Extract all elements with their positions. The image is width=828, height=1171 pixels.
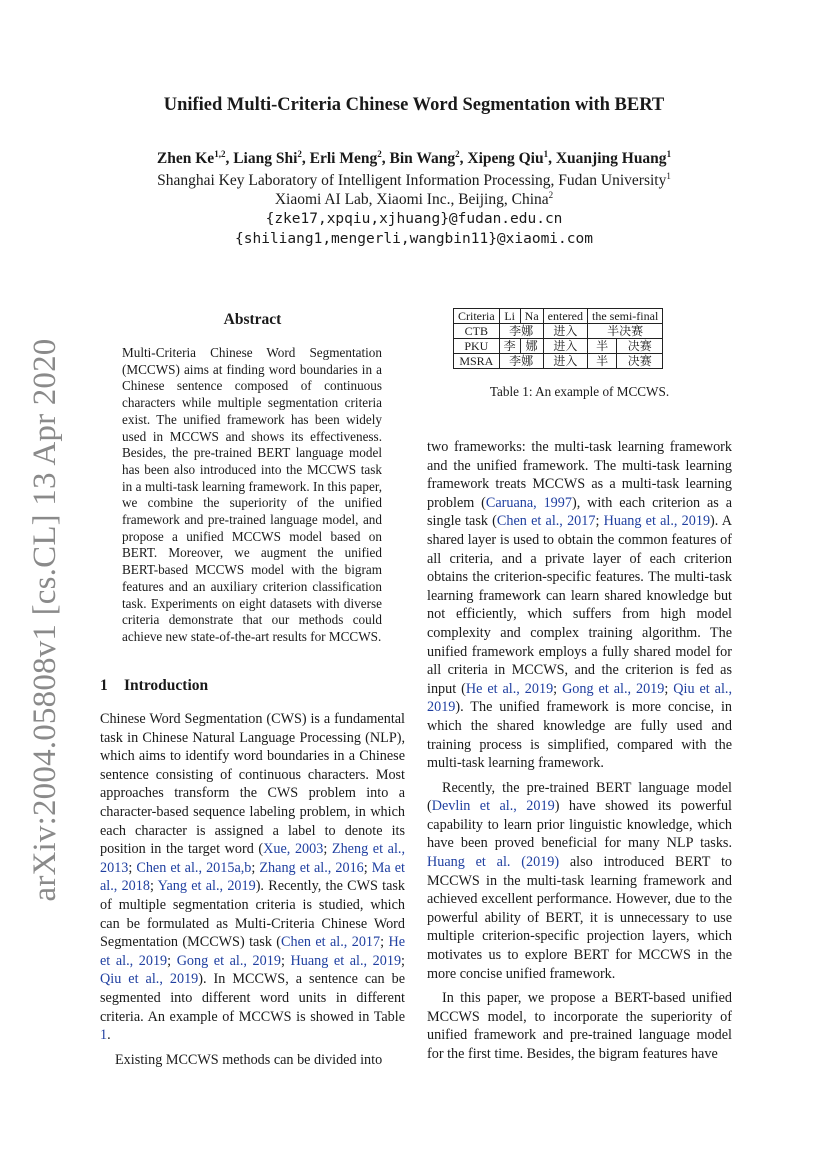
table-cell: 决赛 <box>617 354 663 369</box>
table-cell: 半 <box>587 339 616 354</box>
table-caption: Table 1: An example of MCCWS. <box>489 384 670 399</box>
author-name: Liang Shi <box>233 150 298 167</box>
right-paragraph-3: In this paper, we propose a BERT-based unified MCCWS model, to incorporate the superiority of unified framework and pre-trained language model for the first time. Besides, the bigram features have <box>427 990 732 1062</box>
table-cell: 决赛 <box>617 339 663 354</box>
citation-link[interactable]: Huang et al. (2019) <box>427 854 560 871</box>
arxiv-identifier-stamp: arXiv:2004.05808v1 [cs.CL] 13 Apr 2020 <box>27 338 63 902</box>
section-title: Introduction <box>124 677 209 694</box>
table-header-cell: Na <box>520 309 543 324</box>
right-column-body <box>427 438 732 1070</box>
citation-link[interactable]: Gong et al., 2019 <box>176 952 281 969</box>
table-cell: CTB <box>454 324 500 339</box>
table-cell: 进入 <box>543 354 587 369</box>
citation-link[interactable]: Chen et al., 2017 <box>496 513 596 530</box>
citation-link[interactable]: He et al., 2019 <box>100 934 405 969</box>
section-heading-introduction <box>100 677 405 695</box>
table-header-row <box>454 309 663 324</box>
table-cell: 进入 <box>543 339 587 354</box>
email-fudan[interactable]: {zke17,xpqiu,xjhuang}@fudan.edu.cn <box>265 211 563 227</box>
citation-link[interactable]: Gong et al., 2019 <box>562 680 665 697</box>
email-xiaomi[interactable]: {shiliang1,mengerli,wangbin11}@xiaomi.com <box>235 231 593 247</box>
author-name: Zhen Ke <box>156 150 215 167</box>
table-cell: 李 <box>499 339 520 354</box>
table-row <box>454 339 663 354</box>
table-reference-link[interactable]: 1 <box>100 1027 108 1044</box>
citation-link[interactable]: Qiu et al., 2019 <box>427 680 733 716</box>
mccws-example-table <box>453 308 663 369</box>
author-name: Bin Wang <box>389 150 456 167</box>
author-name: Erli Meng <box>309 150 378 167</box>
table-cell: 娜 <box>520 339 543 354</box>
author-name: Xuanjing Huang <box>555 150 667 167</box>
table-header-cell: Li <box>499 309 520 324</box>
citation-link[interactable]: Qiu et al., 2019 <box>100 971 199 988</box>
citation-link[interactable]: Huang et al., 2019 <box>290 952 402 969</box>
table-cell: 半 <box>587 354 616 369</box>
table-header-cell: Criteria <box>454 309 500 324</box>
table-cell: PKU <box>454 339 500 354</box>
citation-link[interactable]: Ma et al., 2018 <box>100 859 405 895</box>
citation-link[interactable]: He et al., 2019 <box>465 680 554 697</box>
affiliation-xiaomi: Xiaomi AI Lab, Xiaomi Inc., Beijing, China$^2$ <box>274 190 554 208</box>
abstract-text: Multi-Criteria Chinese Word Segmentation (MCCWS) aims at finding word boundaries in a Chinese sentence composed of continuous characters while multiple segmentation criteria exist. The unified framework has been widely used in MCCWS and shows its effectiveness. Besides, the pre-trained BERT language model has been also introduced into the MCCWS task in a multi-task learning framework. In this paper, we combine the superiority of the unified framework and pre-trained language model, and propose a unified MCCWS model based on BERT. Moreover, we augment the unified BERT-based MCCWS model with the bigram features and an auxiliary criterion classification task. Experiments on eight datasets with diverse criteria demonstrate that our methods could achieve new state-of-the-art results for MCCWS. <box>122 345 382 644</box>
table-cell: 李娜 <box>499 324 543 339</box>
citation-link[interactable]: Zhang et al., 2016 <box>259 859 364 876</box>
citation-link[interactable]: Chen et al., 2017 <box>281 934 381 951</box>
table-row <box>454 354 663 369</box>
intro-paragraph-2: Existing MCCWS methods can be divided into <box>115 1051 383 1068</box>
citation-link[interactable]: Yang et al., 2019 <box>157 878 256 895</box>
table-header-cell: the semi-final <box>587 309 662 324</box>
table-cell: MSRA <box>454 354 500 369</box>
citation-link[interactable]: Devlin et al., 2019 <box>431 798 555 815</box>
intro-paragraph-1: Chinese Word Segmentation (CWS) is a fundamental task in Chinese Natural Language Processing (NLP), which aims to identify word boundaries in a Chinese sentence consisting of continuous characters. Most approaches transform the CWS problem into a character-based sequence labeling problem, in which each character is assigned a label to denote its position in the target word (Xue, 2003; Zheng et al., 2013; Chen et al., 2015a,b; Zhang et al., 2016; Ma et al., 2018; Yang et al., 2019). Recently, the CWS task of multiple segmentation criteria is studied, which can be formulated as Multi-Criteria Chinese Word Segmentation (MCCWS) task (Chen et al., 2017; He et al., 2019; Gong et al., 2019; Huang et al., 2019; Qiu et al., 2019). In MCCWS, a sentence can be segmented into different word units in different criteria. An example of MCCWS is showed in Table 1. <box>100 711 405 1044</box>
author-name: Xipeng Qiu <box>467 150 544 167</box>
citation-link[interactable]: Caruana, 1997 <box>485 494 572 511</box>
table-cell: 半决赛 <box>587 324 662 339</box>
table-row <box>454 324 663 339</box>
section-number: 1 <box>100 677 108 694</box>
citation-link[interactable]: Zheng et al., 2013 <box>100 841 405 876</box>
table-header-cell: entered <box>543 309 587 324</box>
abstract-heading: Abstract <box>223 311 282 328</box>
table-cell: 李娜 <box>499 354 543 369</box>
affiliation-fudan: Shanghai Key Laboratory of Intelligent Information Processing, Fudan University$^1$ <box>157 171 671 189</box>
citation-link[interactable]: Chen et al., 2015a,b <box>136 859 252 876</box>
author-list: Zhen Ke$^{1,2}$, Liang Shi$^2$, Erli Meng$^2$, Bin Wang$^2$, Xipeng Qiu$^1$, Xuanjing Huang$^1$ <box>156 149 672 167</box>
right-paragraph-1: two frameworks: the multi-task learning framework and the unified framework. The multi-task learning framework treats MCCWS as a multi-task learning problem (Caruana, 1997), with each criterion as a single task (Chen et al., 2017; Huang et al., 2019). A shared layer is used to obtain the common features of all criteria, and a private layer of each criterion obtains the criterion-specific features. The multi-task learning framework can learn shared knowledge but not efficiently, which suffers from high model complexity and complex training algorithm. The unified framework employs a fully shared model for all criteria in MCCWS, and the criterion is fed as input (He et al., 2019; Gong et al., 2019; Qiu et al., 2019). The unified framework is more concise, in which the shared knowledge are fully used and training process is simplified, compared with the multi-task learning framework. <box>427 439 733 772</box>
left-column-body <box>100 710 405 1075</box>
paper-title: Unified Multi-Criteria Chinese Word Segmentation with BERT <box>163 95 665 115</box>
table-cell: 进入 <box>543 324 587 339</box>
citation-link[interactable]: Xue, 2003 <box>263 841 324 858</box>
citation-link[interactable]: Huang et al., 2019 <box>603 513 711 530</box>
right-paragraph-2: Recently, the pre-trained BERT language model (Devlin et al., 2019) have showed its powerful capability to learn prior linguistic knowledge, which have been proved beneficial for many NLP tasks. Huang et al. (2019) also introduced BERT to MCCWS in the multi-task learning framework and achieved excellent performance. However, due to the powerful ability of BERT, it is unnecessary to use multiple criterion-specific projection layers, which motivates us to explore BERT for MCCWS in the more concise unified framework. <box>427 779 732 982</box>
